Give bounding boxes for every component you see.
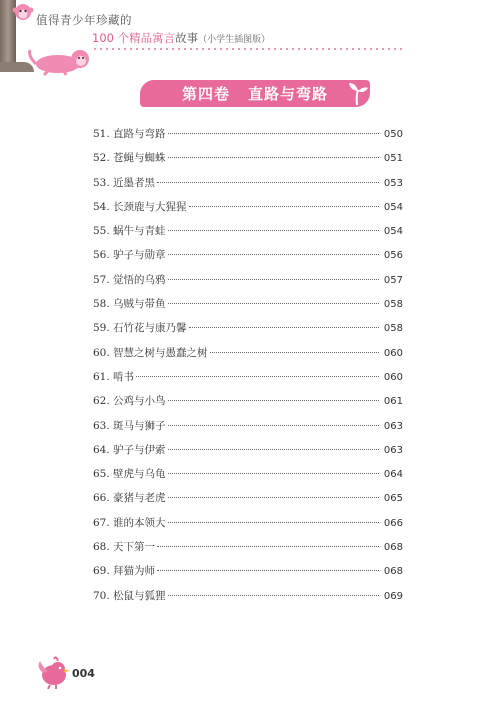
toc-dot-leader [210,352,379,353]
toc-row [93,369,403,393]
series-subtitle: （小学生插图版） [198,35,271,45]
toc-entry-page: 057 [383,274,403,286]
toc-dot-leader [168,254,379,255]
toc-entry-title: 67. 谁的本领大 [93,516,166,529]
bird-icon [34,655,74,689]
monkey-icon [12,2,34,24]
toc-entry-title: 54. 长颈鹿与大猩猩 [93,200,187,213]
toc-entry-title: 55. 蜗牛与青蛙 [93,225,166,238]
toc-entry-page: 068 [383,566,403,578]
series-title-word: 故事 [175,31,199,45]
toc-entry-title: 60. 智慧之树与愚蠢之树 [93,346,208,359]
toc-entry-page: 058 [383,299,403,311]
toc-dot-leader [168,595,379,596]
toc-row [93,466,403,490]
toc-dot-leader [168,303,379,304]
toc-entry-title: 62. 公鸡与小鸟 [93,395,166,408]
toc-entry-page: 069 [383,590,403,602]
section-title: 直路与弯路 [248,85,329,103]
toc-row [93,345,403,369]
toc-row [93,442,403,466]
toc-entry-title: 65. 壁虎与乌龟 [93,468,166,481]
toc-row [93,126,403,150]
toc-row [93,320,403,344]
toc-dot-leader [189,327,379,328]
toc-row [93,272,403,296]
toc-dot-leader [168,230,379,231]
sprout-icon [344,80,370,106]
toc-entry-page: 060 [383,371,403,383]
toc-row [93,515,403,539]
series-title-line1: 值得青少年珍藏的 [36,13,132,27]
toc-entry-title: 52. 苍蝇与蜘蛛 [93,152,166,165]
toc-dot-leader [189,206,379,207]
toc-dot-leader [168,133,379,134]
toc-entry-page: 065 [383,493,403,505]
toc-entry-page: 054 [383,201,403,213]
series-title-highlight: 100 个精品寓言 [92,31,176,45]
table-of-contents [93,126,403,612]
toc-dot-leader [168,497,379,498]
toc-entry-title: 56. 驴子与勋章 [93,249,166,262]
toc-entry-title: 51. 直路与弯路 [93,128,166,140]
toc-row [93,418,403,442]
toc-entry-page: 056 [383,250,403,262]
toc-row [93,175,403,199]
toc-dot-leader [157,546,379,547]
toc-entry-page: 064 [383,469,403,481]
toc-entry-title: 58. 乌贼与带鱼 [93,298,166,311]
toc-dot-leader [168,157,379,158]
toc-row [93,223,403,247]
page-number: 004 [72,667,95,680]
section-banner [140,80,370,107]
toc-entry-page: 061 [383,396,403,408]
toc-entry-page: 051 [383,153,403,165]
toc-row [93,490,403,514]
toc-dot-leader [168,425,379,426]
toc-row [93,588,403,612]
toc-row [93,199,403,223]
toc-entry-title: 66. 豪猪与老虎 [93,492,166,505]
toc-entry-page: 060 [383,347,403,359]
toc-dot-leader [168,400,379,401]
toc-entry-page: 063 [383,444,403,456]
toc-dot-leader [136,376,379,377]
toc-entry-title: 59. 石竹花与康乃馨 [93,322,187,335]
toc-entry-page: 054 [383,226,403,238]
toc-entry-title: 57. 觉悟的乌鸦 [93,273,166,286]
toc-dot-leader [168,473,379,474]
toc-entry-page: 068 [383,542,403,554]
toc-dot-leader [168,449,379,450]
lying-monkey-icon [24,46,94,76]
toc-entry-page: 063 [383,420,403,432]
toc-row [93,563,403,587]
toc-entry-title: 63. 斑马与狮子 [93,419,166,432]
toc-entry-title: 70. 松鼠与狐狸 [93,589,166,602]
toc-entry-title: 61. 啃书 [93,370,135,383]
toc-row [93,539,403,563]
section-label: 第四卷 [181,85,230,103]
toc-entry-page: 066 [383,517,403,529]
header-dotted-rule [92,48,402,50]
toc-row [93,150,403,174]
toc-dot-leader [157,570,379,571]
toc-dot-leader [168,279,379,280]
toc-dot-leader [168,522,379,523]
toc-row [93,296,403,320]
toc-entry-title: 64. 驴子与伊索 [93,443,166,456]
toc-row [93,247,403,271]
toc-entry-title: 68. 天下第一 [93,541,156,554]
toc-entry-page: 053 [383,177,403,189]
toc-entry-page: 058 [383,323,403,335]
toc-dot-leader [157,182,379,183]
toc-entry-page: 050 [383,129,403,140]
toc-row [93,393,403,417]
series-title-line2 [92,30,270,46]
toc-entry-title: 69. 拜猫为师 [93,565,156,578]
toc-entry-title: 53. 近墨者黑 [93,176,156,189]
